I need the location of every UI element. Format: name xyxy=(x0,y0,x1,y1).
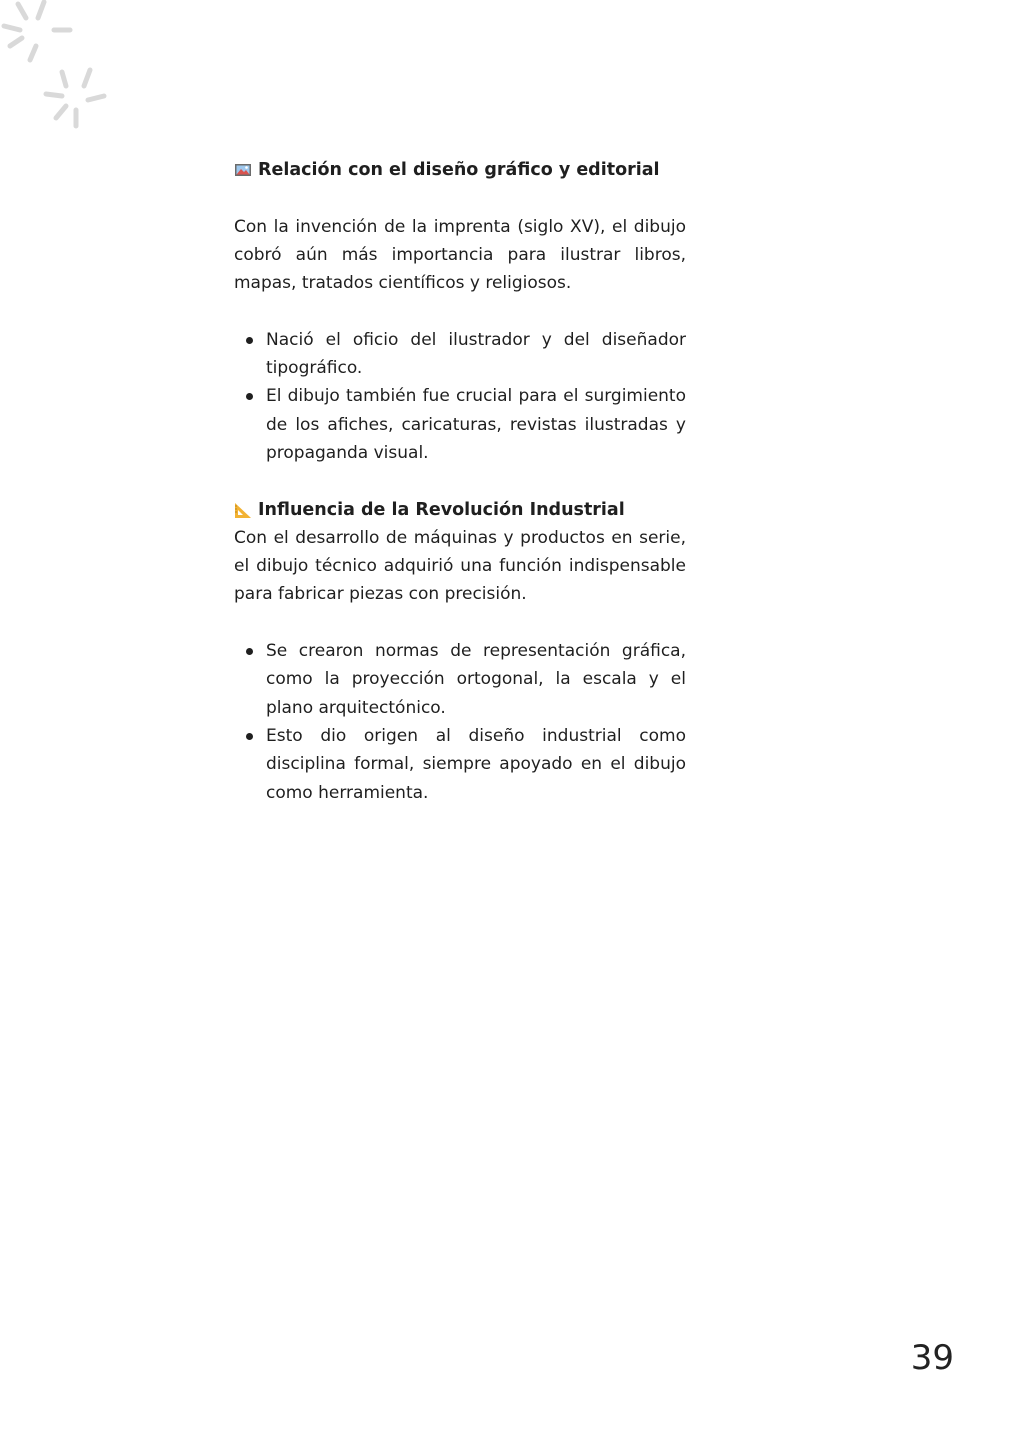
page-content xyxy=(234,156,686,807)
bullet-list xyxy=(234,637,686,807)
list-item: El dibujo también fue crucial para el surgimiento de los afiches, caricaturas, revistas ilustradas y propaganda visual. xyxy=(266,382,686,467)
section-paragraph: Con el desarrollo de máquinas y productos en serie, el dibujo técnico adquirió una función indispensable para fabricar piezas con precisión. xyxy=(234,527,686,605)
sparkle-decoration-icon xyxy=(0,0,120,140)
bullet-list xyxy=(234,326,686,467)
triangular-ruler-icon xyxy=(234,501,252,519)
list-item: Esto dio origen al diseño industrial como disciplina formal, siempre apoyado en el dibujo como herramienta. xyxy=(266,722,686,807)
section-paragraph: Con la invención de la imprenta (siglo XV), el dibujo cobró aún más importancia para ilustrar libros, mapas, tratados científicos y religiosos. xyxy=(234,216,686,294)
section-heading-text: Relación con el diseño gráfico y editorial xyxy=(258,160,660,180)
section-heading-graphic-design xyxy=(234,156,686,184)
section-heading-industrial-revolution xyxy=(234,496,686,524)
list-item: Nació el oficio del ilustrador y del diseñador tipográfico. xyxy=(266,326,686,383)
page-number: 39 xyxy=(910,1338,954,1378)
list-item: Se crearon normas de representación gráfica, como la proyección ortogonal, la escala y el plano arquitectónico. xyxy=(266,637,686,722)
section-heading-text: Influencia de la Revolución Industrial xyxy=(258,499,625,520)
framed-picture-icon xyxy=(234,161,252,179)
